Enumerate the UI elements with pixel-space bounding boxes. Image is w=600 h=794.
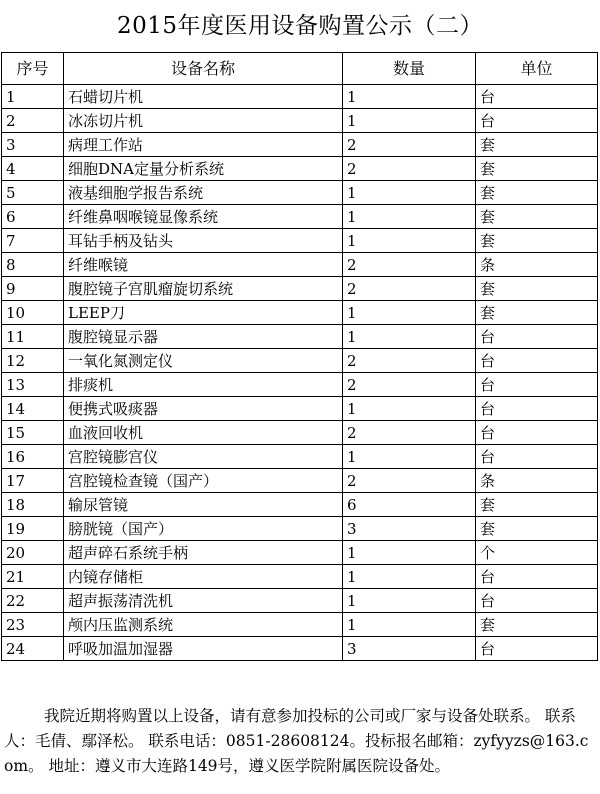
table-row	[2, 565, 598, 589]
cell-serial-number: 15	[2, 421, 64, 445]
cell-serial-number: 18	[2, 493, 64, 517]
cell-quantity: 1	[343, 229, 476, 253]
cell-unit: 套	[476, 181, 598, 205]
cell-quantity: 1	[343, 301, 476, 325]
cell-equipment-name: 液基细胞学报告系统	[64, 181, 343, 205]
header-unit: 单位	[476, 53, 598, 85]
table-row	[2, 637, 598, 661]
cell-unit: 套	[476, 229, 598, 253]
cell-serial-number: 22	[2, 589, 64, 613]
cell-serial-number: 10	[2, 301, 64, 325]
cell-quantity: 1	[343, 205, 476, 229]
cell-serial-number: 21	[2, 565, 64, 589]
table-row	[2, 373, 598, 397]
cell-quantity: 1	[343, 109, 476, 133]
cell-equipment-name: 腹腔镜子宫肌瘤旋切系统	[64, 277, 343, 301]
table-row	[2, 277, 598, 301]
cell-equipment-name: 排痰机	[64, 373, 343, 397]
cell-equipment-name: 颅内压监测系统	[64, 613, 343, 637]
table-row	[2, 469, 598, 493]
cell-serial-number: 9	[2, 277, 64, 301]
cell-serial-number: 17	[2, 469, 64, 493]
cell-serial-number: 13	[2, 373, 64, 397]
cell-quantity: 1	[343, 181, 476, 205]
table-body	[2, 85, 598, 661]
cell-equipment-name: 膀胱镜（国产）	[64, 517, 343, 541]
cell-unit: 套	[476, 301, 598, 325]
cell-serial-number: 5	[2, 181, 64, 205]
cell-equipment-name: 输尿管镜	[64, 493, 343, 517]
cell-serial-number: 14	[2, 397, 64, 421]
table-row	[2, 301, 598, 325]
cell-quantity: 2	[343, 373, 476, 397]
cell-unit: 台	[476, 325, 598, 349]
cell-quantity: 2	[343, 133, 476, 157]
cell-unit: 个	[476, 541, 598, 565]
cell-quantity: 1	[343, 541, 476, 565]
cell-equipment-name: 耳钻手柄及钻头	[64, 229, 343, 253]
cell-equipment-name: 一氧化氮测定仪	[64, 349, 343, 373]
cell-unit: 套	[476, 613, 598, 637]
cell-unit: 条	[476, 253, 598, 277]
cell-quantity: 1	[343, 613, 476, 637]
cell-equipment-name: 内镜存储柜	[64, 565, 343, 589]
cell-serial-number: 7	[2, 229, 64, 253]
cell-unit: 条	[476, 469, 598, 493]
cell-equipment-name: 超声振荡清洗机	[64, 589, 343, 613]
table-row	[2, 181, 598, 205]
cell-unit: 台	[476, 565, 598, 589]
cell-quantity: 1	[343, 325, 476, 349]
cell-equipment-name: 纤维鼻咽喉镜显像系统	[64, 205, 343, 229]
notice-paragraph: 我院近期将购置以上设备，请有意参加投标的公司或厂家与设备处联系。 联系人：毛倩、鄢泽松。 联系电话：0851-28608124。投标报名邮箱：zyfyyzs@163.com。 地址：遵义市大连路149号，遵义医学院附属医院设备处。	[4, 706, 589, 775]
cell-serial-number: 12	[2, 349, 64, 373]
cell-unit: 套	[476, 277, 598, 301]
table-row	[2, 205, 598, 229]
cell-quantity: 3	[343, 517, 476, 541]
cell-equipment-name: 冰冻切片机	[64, 109, 343, 133]
cell-serial-number: 23	[2, 613, 64, 637]
table-row	[2, 349, 598, 373]
cell-quantity: 1	[343, 445, 476, 469]
header-quantity: 数量	[343, 53, 476, 85]
cell-serial-number: 2	[2, 109, 64, 133]
cell-serial-number: 3	[2, 133, 64, 157]
cell-equipment-name: 石蜡切片机	[64, 85, 343, 109]
cell-unit: 台	[476, 373, 598, 397]
cell-serial-number: 24	[2, 637, 64, 661]
table-header-row	[2, 53, 598, 85]
cell-quantity: 2	[343, 421, 476, 445]
cell-serial-number: 6	[2, 205, 64, 229]
table-row	[2, 541, 598, 565]
cell-unit: 台	[476, 637, 598, 661]
cell-serial-number: 11	[2, 325, 64, 349]
table-row	[2, 133, 598, 157]
cell-unit: 台	[476, 421, 598, 445]
table-row	[2, 589, 598, 613]
table-row	[2, 397, 598, 421]
cell-equipment-name: 宫腔镜检查镜（国产）	[64, 469, 343, 493]
table-row	[2, 85, 598, 109]
cell-unit: 套	[476, 133, 598, 157]
cell-unit: 台	[476, 85, 598, 109]
table-row	[2, 253, 598, 277]
table-row	[2, 229, 598, 253]
table-row	[2, 493, 598, 517]
cell-quantity: 6	[343, 493, 476, 517]
table-row	[2, 109, 598, 133]
table-row	[2, 517, 598, 541]
cell-quantity: 1	[343, 85, 476, 109]
cell-equipment-name: 呼吸加温加湿器	[64, 637, 343, 661]
cell-serial-number: 8	[2, 253, 64, 277]
table-row	[2, 157, 598, 181]
cell-quantity: 1	[343, 589, 476, 613]
cell-quantity: 3	[343, 637, 476, 661]
cell-quantity: 2	[343, 253, 476, 277]
table-row	[2, 421, 598, 445]
header-serial-number: 序号	[2, 53, 64, 85]
cell-equipment-name: 宫腔镜膨宫仪	[64, 445, 343, 469]
table-row	[2, 445, 598, 469]
cell-serial-number: 4	[2, 157, 64, 181]
cell-quantity: 2	[343, 469, 476, 493]
cell-unit: 台	[476, 349, 598, 373]
cell-quantity: 1	[343, 397, 476, 421]
cell-quantity: 2	[343, 277, 476, 301]
cell-equipment-name: 便携式吸痰器	[64, 397, 343, 421]
table-row	[2, 613, 598, 637]
cell-quantity: 2	[343, 157, 476, 181]
cell-unit: 套	[476, 157, 598, 181]
equipment-table	[1, 52, 598, 661]
header-equipment-name: 设备名称	[64, 53, 343, 85]
cell-equipment-name: 超声碎石系统手柄	[64, 541, 343, 565]
cell-unit: 套	[476, 493, 598, 517]
cell-serial-number: 1	[2, 85, 64, 109]
cell-serial-number: 19	[2, 517, 64, 541]
cell-equipment-name: LEEP刀	[64, 301, 343, 325]
cell-unit: 台	[476, 397, 598, 421]
cell-equipment-name: 腹腔镜显示器	[64, 325, 343, 349]
cell-quantity: 1	[343, 565, 476, 589]
cell-serial-number: 16	[2, 445, 64, 469]
cell-unit: 台	[476, 445, 598, 469]
cell-unit: 台	[476, 109, 598, 133]
cell-unit: 套	[476, 517, 598, 541]
cell-equipment-name: 血液回收机	[64, 421, 343, 445]
cell-unit: 套	[476, 205, 598, 229]
cell-unit: 台	[476, 589, 598, 613]
cell-equipment-name: 纤维喉镜	[64, 253, 343, 277]
table-row	[2, 325, 598, 349]
page-title: 2015年度医用设备购置公示（二）	[116, 13, 484, 39]
cell-serial-number: 20	[2, 541, 64, 565]
cell-equipment-name: 细胞DNA定量分析系统	[64, 157, 343, 181]
cell-quantity: 2	[343, 349, 476, 373]
cell-equipment-name: 病理工作站	[64, 133, 343, 157]
